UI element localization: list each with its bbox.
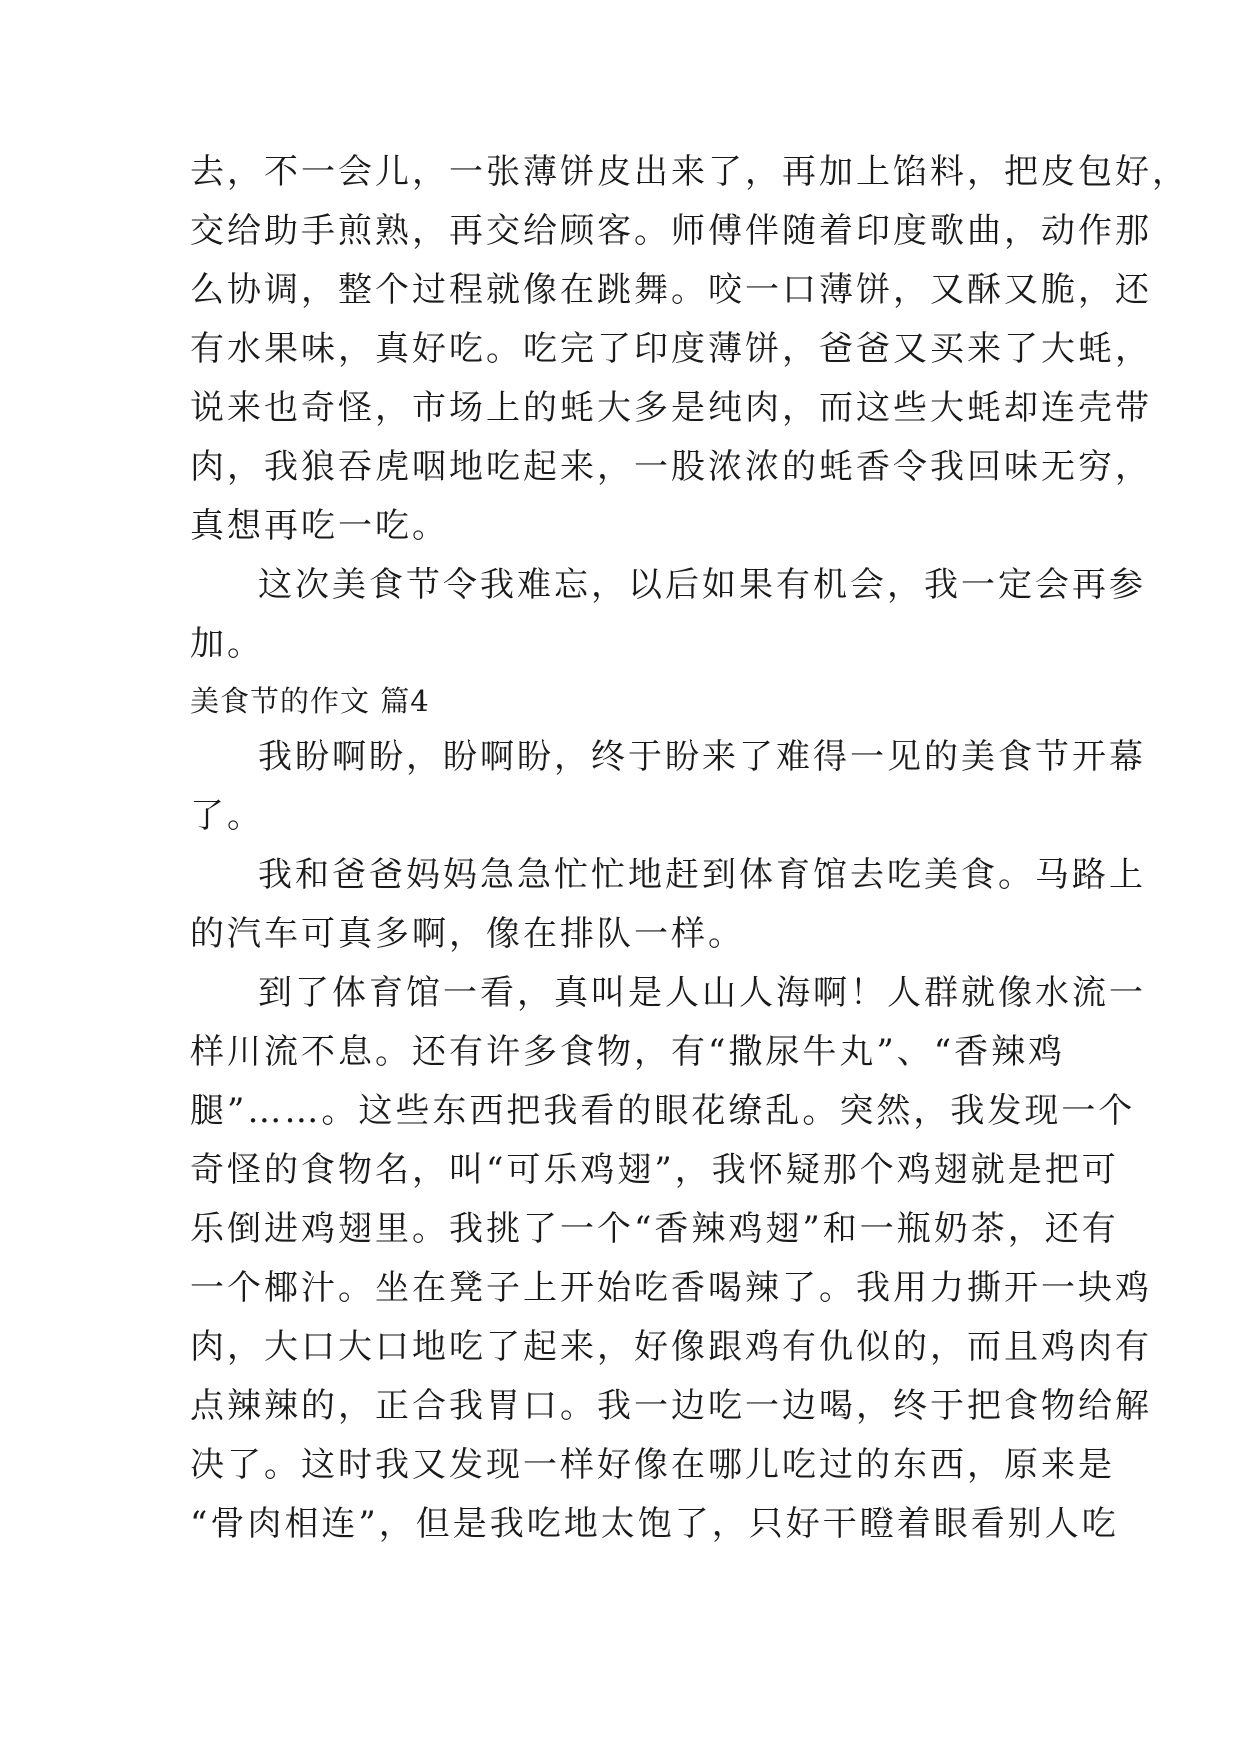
text-line: 一个椰汁。坐在凳子上开始吃香喝辣了。我用力撕开一块鸡 — [190, 1268, 1152, 1308]
paragraph-first-line: 到了体育馆一看，真叫是人山人海啊！人群就像水流一 — [258, 973, 1146, 1013]
text-line: 加。 — [190, 624, 264, 664]
paragraph-first-line: 我盼啊盼，盼啊盼，终于盼来了难得一见的美食节开幕 — [258, 737, 1146, 777]
text-line: 乐倒进鸡翅里。我挑了一个“香辣鸡翅”和一瓶奶茶，还有 — [190, 1209, 1119, 1249]
section-heading: 美食节的作文 篇4 — [190, 684, 430, 718]
text-line: 肉，我狼吞虎咽地吃起来，一股浓浓的蚝香令我回味无穷， — [190, 447, 1152, 487]
text-line: 的汽车可真多啊，像在排队一样。 — [190, 914, 745, 954]
text-line: 肉，大口大口地吃了起来，好像跟鸡有仇似的，而且鸡肉有 — [190, 1327, 1152, 1367]
text-line: 样川流不息。还有许多食物，有“撒尿牛丸”、“香辣鸡 — [190, 1032, 1066, 1072]
text-line: “骨肉相连”，但是我吃地太饱了，只好干瞪着眼看别人吃 — [190, 1504, 1119, 1544]
text-line: 有水果味，真好吃。吃完了印度薄饼，爸爸又买来了大蚝， — [190, 329, 1152, 369]
text-line: 真想再吃一吃。 — [190, 506, 449, 546]
text-line: 奇怪的食物名，叫“可乐鸡翅”，我怀疑那个鸡翅就是把可 — [190, 1150, 1119, 1190]
text-line: 去，不一会儿，一张薄饼皮出来了，再加上馅料，把皮包好， — [190, 152, 1189, 192]
text-line: 决了。这时我又发现一样好像在哪儿吃过的东西，原来是 — [190, 1445, 1115, 1485]
text-line: 交给助手煎熟，再交给顾客。师傅伴随着印度歌曲，动作那 — [190, 211, 1152, 251]
text-line: 了。 — [190, 796, 264, 836]
paragraph-first-line: 我和爸爸妈妈急急忙忙地赶到体育馆去吃美食。马路上 — [258, 855, 1146, 895]
paragraph-first-line: 这次美食节令我难忘，以后如果有机会，我一定会再参 — [258, 565, 1146, 605]
text-line: 说来也奇怪，市场上的蚝大多是纯肉，而这些大蚝却连壳带 — [190, 388, 1152, 428]
text-line: 腿”……。这些东西把我看的眼花缭乱。突然，我发现一个 — [190, 1091, 1136, 1131]
text-line: 么协调，整个过程就像在跳舞。咬一口薄饼，又酥又脆，还 — [190, 270, 1152, 310]
text-line: 点辣辣的，正合我胃口。我一边吃一边喝，终于把食物给解 — [190, 1386, 1152, 1426]
